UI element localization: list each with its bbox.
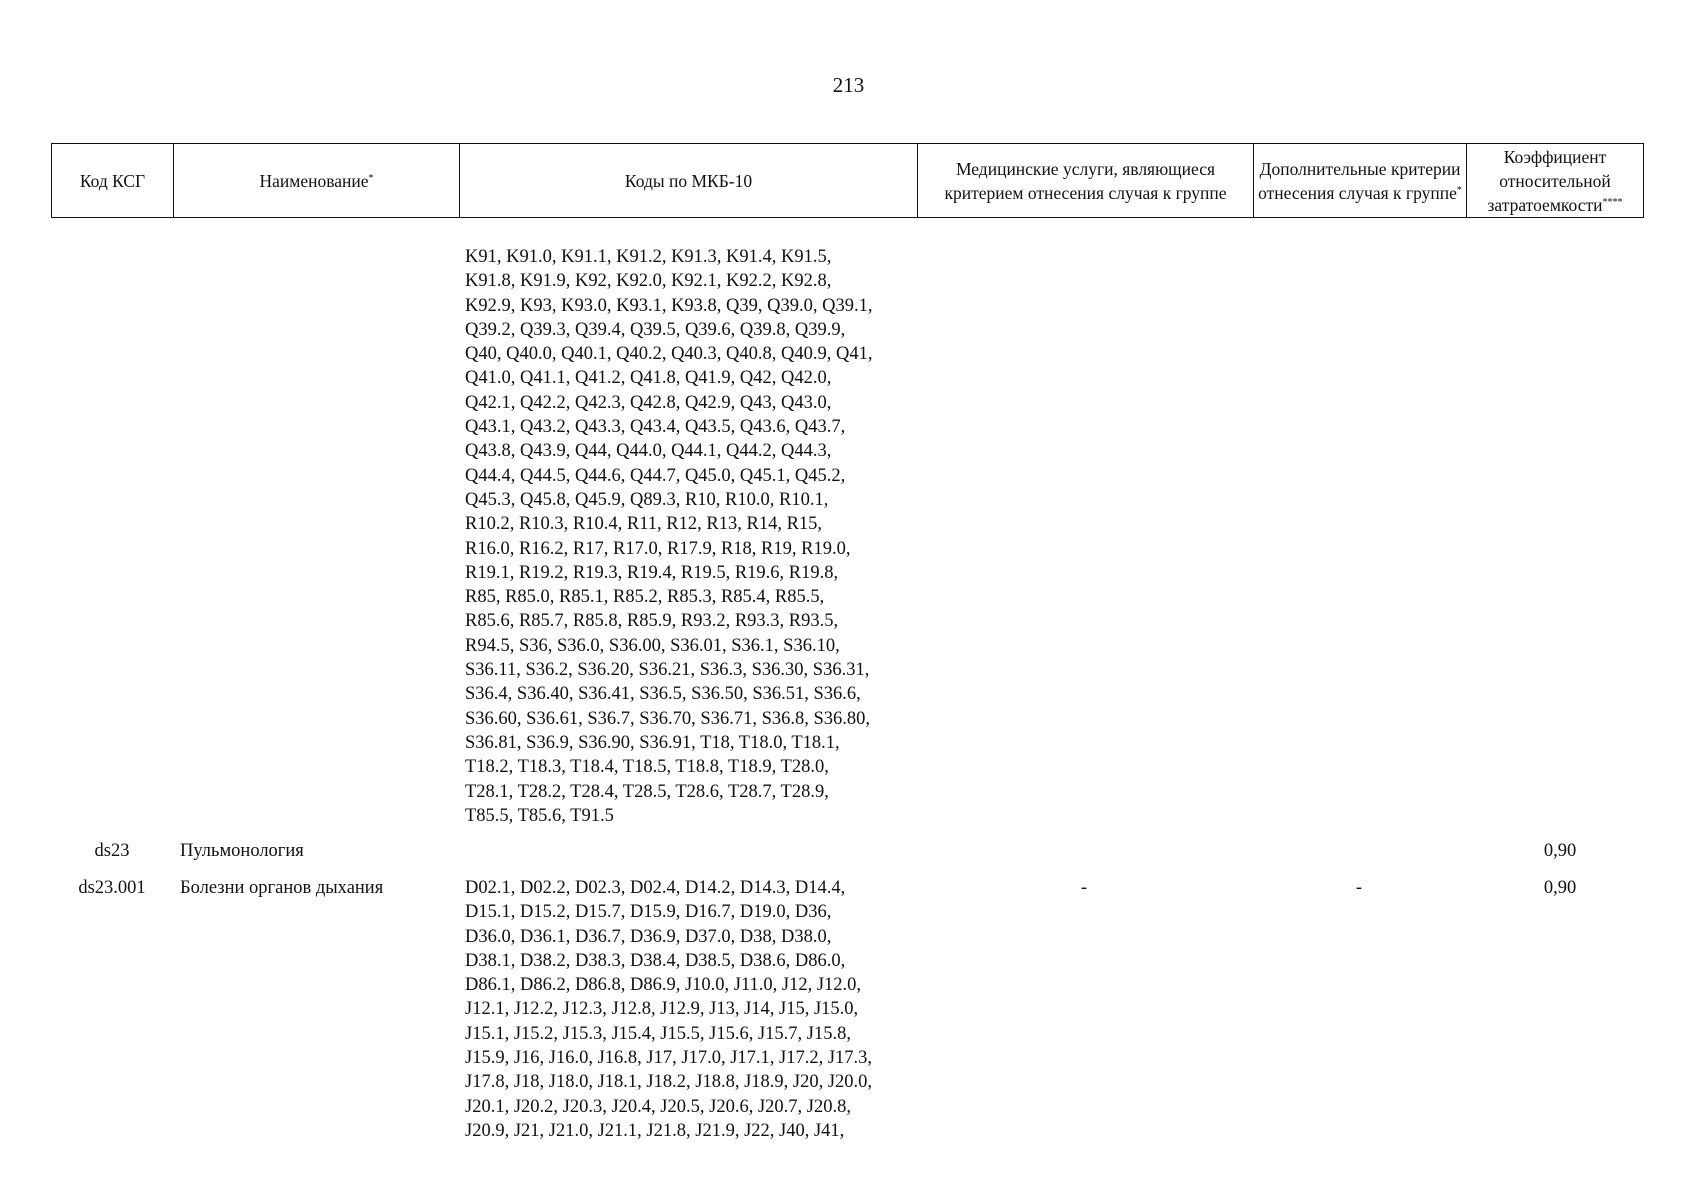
code-line: R85.6, R85.7, R85.8, R85.9, R93.2, R93.3, R93.5,	[465, 611, 839, 632]
code-line: R10.2, R10.3, R10.4, R11, R12, R13, R14, R15,	[465, 514, 823, 535]
header-medical-services	[918, 144, 1254, 218]
row-ds23-001-coefficient: 0,90	[1543, 878, 1577, 898]
code-line: K91.8, K91.9, K92, K92.0, K92.1, K92.2, K92.8,	[465, 271, 832, 292]
header-mkb-codes	[460, 144, 918, 218]
header-cost-coefficient-label: Коэффициент относительной затратоемкости	[1487, 146, 1611, 215]
code-line: T28.1, T28.2, T28.4, T28.5, T28.6, T28.7, T28.9,	[465, 781, 829, 802]
code-line: R19.1, R19.2, R19.3, R19.4, R19.5, R19.6, R19.8,	[465, 562, 839, 583]
code-line: R94.5, S36, S36.0, S36.00, S36.01, S36.1, S36.10,	[465, 635, 840, 656]
table-header	[51, 143, 1644, 218]
code-line: S36.4, S36.40, S36.41, S36.5, S36.50, S36.51, S36.6,	[465, 684, 861, 705]
code-line: S36.11, S36.2, S36.20, S36.21, S36.3, S36.30, S36.31,	[465, 660, 870, 681]
code-line: Q44.4, Q44.5, Q44.6, Q44.7, Q45.0, Q45.1, Q45.2,	[465, 465, 846, 486]
code-line: K92.9, K93, K93.0, K93.1, K93.8, Q39, Q39.0, Q39.1,	[465, 295, 873, 316]
header-medical-services-label: Медицинские услуги, являющиеся критерием отнесения случая к группе	[944, 158, 1227, 203]
code-line: J20.1, J20.2, J20.3, J20.4, J20.5, J20.6, J20.7, J20.8,	[465, 1096, 851, 1117]
code-line: D15.1, D15.2, D15.7, D15.9, D16.7, D19.0, D36,	[465, 902, 832, 923]
header-ksg-code-label: Код КСГ	[79, 170, 146, 191]
row-ds23-code: ds23	[94, 841, 130, 861]
row-ds23-001-code: ds23.001	[78, 878, 146, 898]
header-extra-footnote-mark: *	[1456, 184, 1462, 196]
code-line: Q43.1, Q43.2, Q43.3, Q43.4, Q43.5, Q43.6, Q43.7,	[465, 417, 846, 438]
header-name-footnote-mark: *	[368, 172, 374, 184]
header-ksg-code	[52, 144, 174, 218]
code-line: T18.2, T18.3, T18.4, T18.5, T18.8, T18.9, T28.0,	[465, 757, 829, 778]
code-line: Q40, Q40.0, Q40.1, Q40.2, Q40.3, Q40.8, Q40.9, Q41,	[465, 344, 873, 365]
code-line: J20.9, J21, J21.0, J21.1, J21.8, J21.9, J22, J40, J41,	[465, 1120, 845, 1141]
code-line: J12.1, J12.2, J12.3, J12.8, J12.9, J13, J14, J15, J15.0,	[465, 999, 859, 1020]
header-extra-criteria	[1254, 144, 1467, 218]
code-line: T85.5, T85.6, T91.5	[465, 805, 614, 826]
code-line: Q39.2, Q39.3, Q39.4, Q39.5, Q39.6, Q39.8, Q39.9,	[465, 319, 846, 340]
code-line: D86.1, D86.2, D86.8, D86.9, J10.0, J11.0, J12, J12.0,	[465, 975, 862, 996]
code-line: Q42.1, Q42.2, Q42.3, Q42.8, Q42.9, Q43, Q43.0,	[465, 392, 832, 413]
code-line: J17.8, J18, J18.0, J18.1, J18.2, J18.8, J18.9, J20, J20.0,	[465, 1072, 873, 1093]
page-number: 213	[832, 73, 865, 97]
code-line: J15.9, J16, J16.0, J16.8, J17, J17.0, J17.1, J17.2, J17.3,	[465, 1048, 873, 1069]
row-ds23-001-services: -	[1080, 878, 1088, 898]
code-line: D38.1, D38.2, D38.3, D38.4, D38.5, D38.6, D86.0,	[465, 950, 846, 971]
row-ds23-name: Пульмонология	[180, 841, 304, 861]
code-line: Q45.3, Q45.8, Q45.9, Q89.3, R10, R10.0, R10.1,	[465, 489, 829, 510]
row-ds23-001-name: Болезни органов дыхания	[180, 878, 384, 898]
code-line: Q43.8, Q43.9, Q44, Q44.0, Q44.1, Q44.2, Q44.3,	[465, 441, 832, 462]
header-name-label: Наименование	[259, 170, 369, 191]
continuation-codes	[465, 245, 873, 828]
code-line: S36.81, S36.9, S36.90, S36.91, T18, T18.0, T18.1,	[465, 732, 840, 753]
row-ds23-coefficient: 0,90	[1543, 841, 1577, 861]
code-line: J15.1, J15.2, J15.3, J15.4, J15.5, J15.6, J15.7, J15.8,	[465, 1023, 851, 1044]
header-coef-footnote-mark: ****	[1602, 196, 1623, 208]
code-line: D36.0, D36.1, D36.7, D36.9, D37.0, D38, D38.0,	[465, 926, 832, 947]
row-ds23-001-codes	[465, 876, 872, 1143]
header-name	[174, 144, 460, 218]
code-line: S36.60, S36.61, S36.7, S36.70, S36.71, S36.8, S36.80,	[465, 708, 871, 729]
header-mkb-codes-label: Коды по МКБ-10	[624, 170, 753, 191]
code-line: Q41.0, Q41.1, Q41.2, Q41.8, Q41.9, Q42, Q42.0,	[465, 368, 832, 389]
code-line: R16.0, R16.2, R17, R17.0, R17.9, R18, R19, R19.0,	[465, 538, 851, 559]
row-ds23-001-extra-criteria: -	[1355, 878, 1363, 898]
header-extra-criteria-label: Дополнительные критерии отнесения случая к группе	[1258, 158, 1461, 203]
code-line: K91, K91.0, K91.1, K91.2, K91.3, K91.4, K91.5,	[465, 247, 832, 267]
code-line: D02.1, D02.2, D02.3, D02.4, D14.2, D14.3, D14.4,	[465, 878, 846, 898]
code-line: R85, R85.0, R85.1, R85.2, R85.3, R85.4, R85.5,	[465, 587, 825, 608]
header-cost-coefficient	[1467, 144, 1644, 218]
